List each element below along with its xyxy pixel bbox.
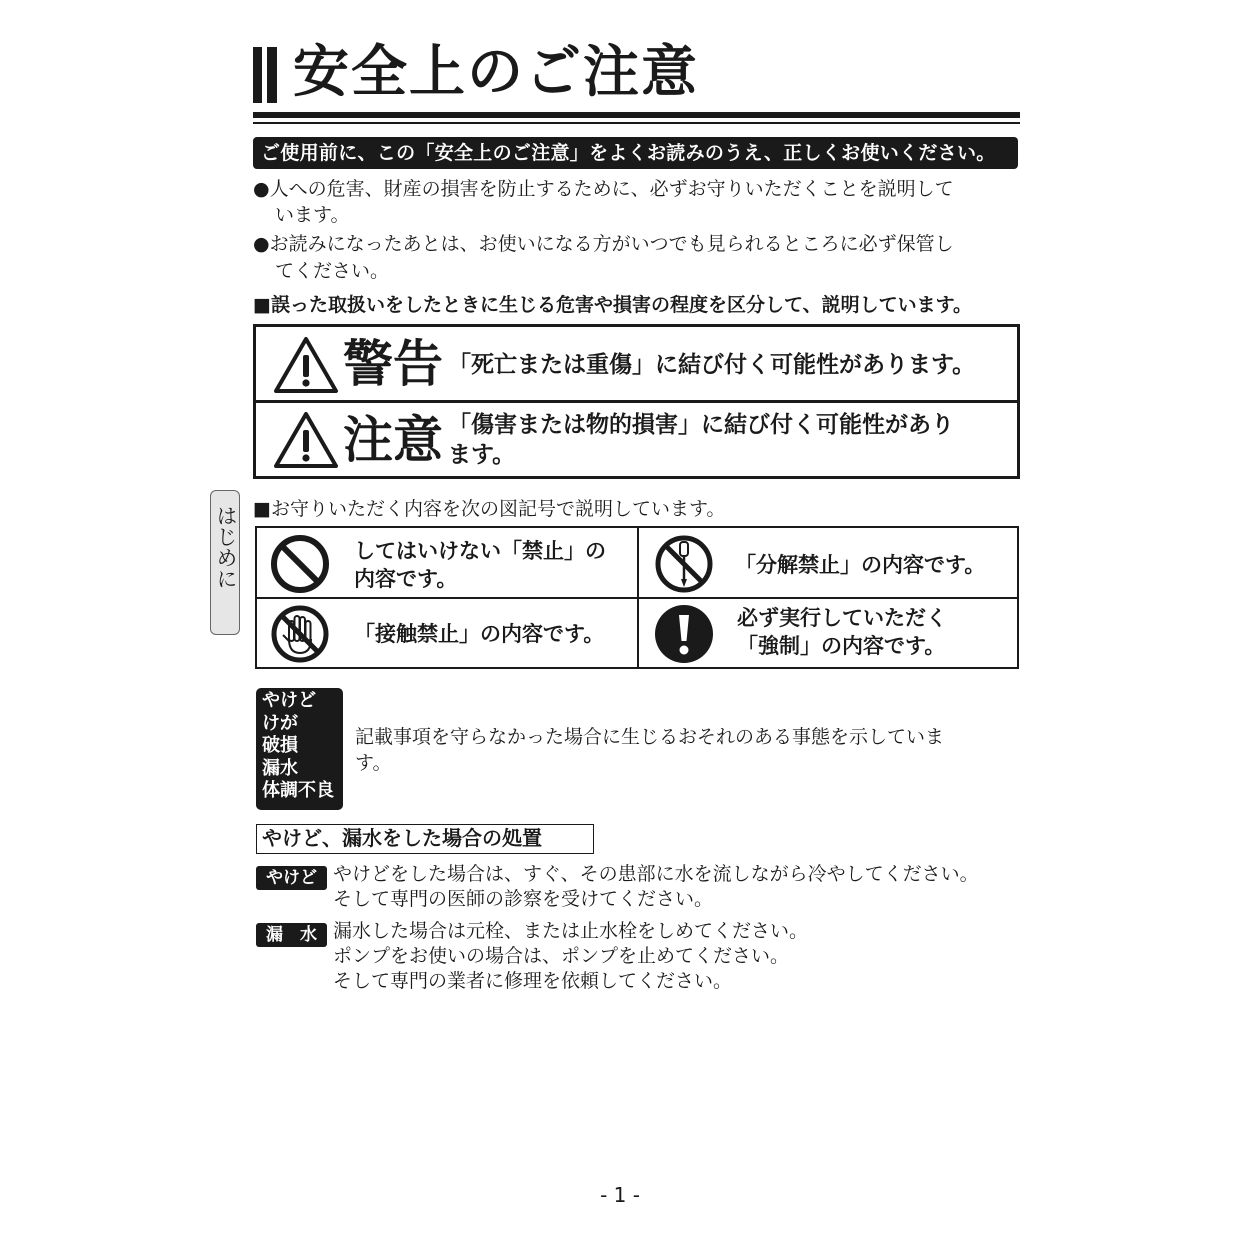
levels-heading: ■誤った取扱いをしたときに生じる危害や損害の程度を区分して、説明しています。 xyxy=(253,294,973,316)
warning-description: 「死亡または重傷」に結び付く可能性があります。 xyxy=(448,352,976,378)
bullet-1-line-1: ●人への危害、財産の損害を防止するために、必ずお守りいただくことを説明して xyxy=(253,178,954,200)
leak-tag: 漏 水 xyxy=(256,923,327,947)
disassembly-text: 「分解禁止」の内容です。 xyxy=(735,553,986,577)
warning-triangle-icon xyxy=(272,335,340,395)
title-bar-mark xyxy=(253,47,277,103)
caution-triangle-icon xyxy=(272,410,340,470)
consequence-item: やけど xyxy=(262,690,316,711)
burn-instruction-line-1: やけどをした場合は、すぐ、その患部に水を流しながら冷やしてください。 xyxy=(333,863,979,885)
caution-word: 注意 xyxy=(343,411,443,469)
emergency-heading: やけど、漏水をした場合の処置 xyxy=(256,824,594,854)
bullet-1-line-2: います。 xyxy=(275,204,350,226)
section-side-tab xyxy=(210,490,240,635)
bullet-2-line-1: ●お読みになったあとは、お使いになる方がいつでも見られるところに必ず保管し xyxy=(253,233,954,255)
title-rule-thin xyxy=(253,122,1020,124)
symbol-table-horizontal-divider xyxy=(255,597,1019,599)
prohibit-text-line-1: してはいけない「禁止」の xyxy=(354,539,606,563)
bullet-2-line-2: てください。 xyxy=(275,260,390,282)
consequence-item: 破損 xyxy=(262,735,298,756)
mandatory-icon xyxy=(653,603,715,665)
consequence-item: 漏水 xyxy=(262,757,298,779)
prohibition-icon xyxy=(269,533,331,595)
consequence-item: けが xyxy=(262,712,298,734)
title-rule-thick xyxy=(253,112,1020,118)
leak-instruction-line-1: 漏水した場合は元栓、または止水栓をしめてください。 xyxy=(333,920,809,942)
no-touch-text: 「接触禁止」の内容です。 xyxy=(354,622,605,646)
leak-instruction-line-3: そして専門の業者に修理を依頼してください。 xyxy=(333,970,733,992)
symbols-heading: ■お守りいただく内容を次の図記号で説明しています。 xyxy=(253,498,726,520)
leak-instruction-line-2: ポンプをお使いの場合は、ポンプを止めてください。 xyxy=(333,945,790,967)
burn-tag: やけど xyxy=(256,866,327,890)
no-touch-icon xyxy=(269,603,331,665)
caution-description-line-1: 「傷害または物的損害」に結び付く可能性があり xyxy=(448,412,954,438)
intro-banner: ご使用前に、この「安全上のご注意」をよくお読みのうえ、正しくお使いください。 xyxy=(253,137,1018,169)
consequence-description-line-2: す。 xyxy=(355,752,392,774)
warning-word: 警告 xyxy=(343,335,443,393)
no-disassembly-icon xyxy=(653,533,715,595)
page-number: - 1 - xyxy=(600,1183,640,1207)
mandatory-text-line-1: 必ず実行していただく xyxy=(737,606,947,630)
consequence-badge xyxy=(256,688,343,810)
consequence-item: 体調不良 xyxy=(262,780,334,801)
mandatory-text-line-2: 「強制」の内容です。 xyxy=(737,634,946,658)
hazard-level-divider xyxy=(253,400,1020,403)
consequence-description-line-1: 記載事項を守らなかった場合に生じるおそれのある事態を示していま xyxy=(355,726,945,748)
caution-description-line-2: ます。 xyxy=(448,442,516,468)
side-tab-label: はじめに xyxy=(214,505,238,589)
prohibit-text-line-2: 内容です。 xyxy=(354,567,458,591)
burn-instruction-line-2: そして専門の医師の診察を受けてください。 xyxy=(333,888,714,910)
page-title: 安全上のご注意 xyxy=(293,40,699,105)
